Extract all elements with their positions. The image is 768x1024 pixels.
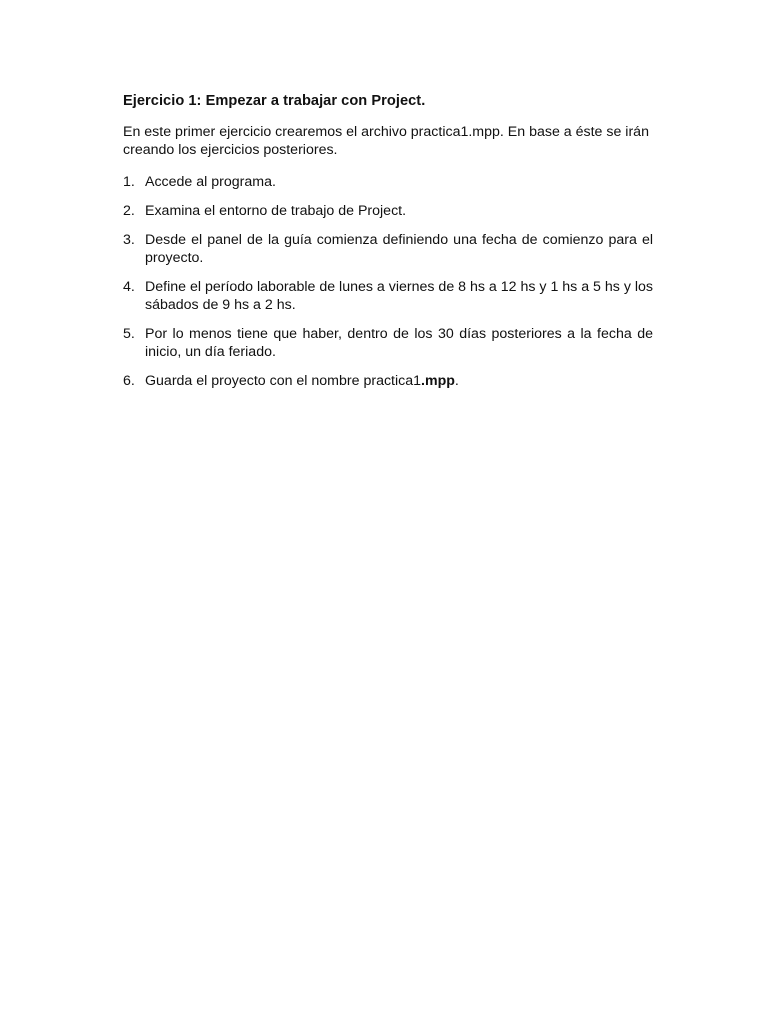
item-text: Por lo menos tiene que haber, dentro de los 30 días posteriores a la fecha de inicio, un día feriado.: [145, 326, 653, 360]
list-item: [123, 173, 653, 191]
item-text: Accede al programa.: [145, 174, 276, 190]
exercise-title: Ejercicio 1: Empezar a trabajar con Project.: [123, 93, 426, 109]
list-item: [123, 202, 653, 220]
intro-paragraph: En este primer ejercicio crearemos el archivo practica1.mpp. En base a éste se irán creando los ejercicios posteriores.: [123, 124, 649, 158]
item-text: Define el período laborable de lunes a viernes de 8 hs a 12 hs y 1 hs a 5 hs y los sábados de 9 hs a 2 hs.: [145, 279, 653, 313]
item-number: 5.: [123, 326, 135, 342]
item-text: Desde el panel de la guía comienza definiendo una fecha de comienzo para el proyecto.: [145, 232, 653, 266]
file-extension-text: .mpp: [421, 373, 455, 389]
item-number: 4.: [123, 279, 135, 295]
item-number: 2.: [123, 203, 135, 219]
item-number: 3.: [123, 232, 135, 248]
item-text: [145, 372, 653, 390]
item-number: 6.: [123, 373, 135, 389]
item-text-after: .: [454, 373, 459, 389]
document-content: [123, 92, 653, 401]
list-item: [123, 231, 653, 267]
item-number: 1.: [123, 174, 135, 190]
list-item: [123, 278, 653, 314]
list-item: [123, 325, 653, 361]
instruction-list: [123, 173, 653, 390]
item-text: Examina el entorno de trabajo de Project.: [145, 203, 407, 219]
list-item: [123, 372, 653, 390]
item-text-before: Guarda el proyecto con el nombre practica1: [145, 373, 422, 389]
